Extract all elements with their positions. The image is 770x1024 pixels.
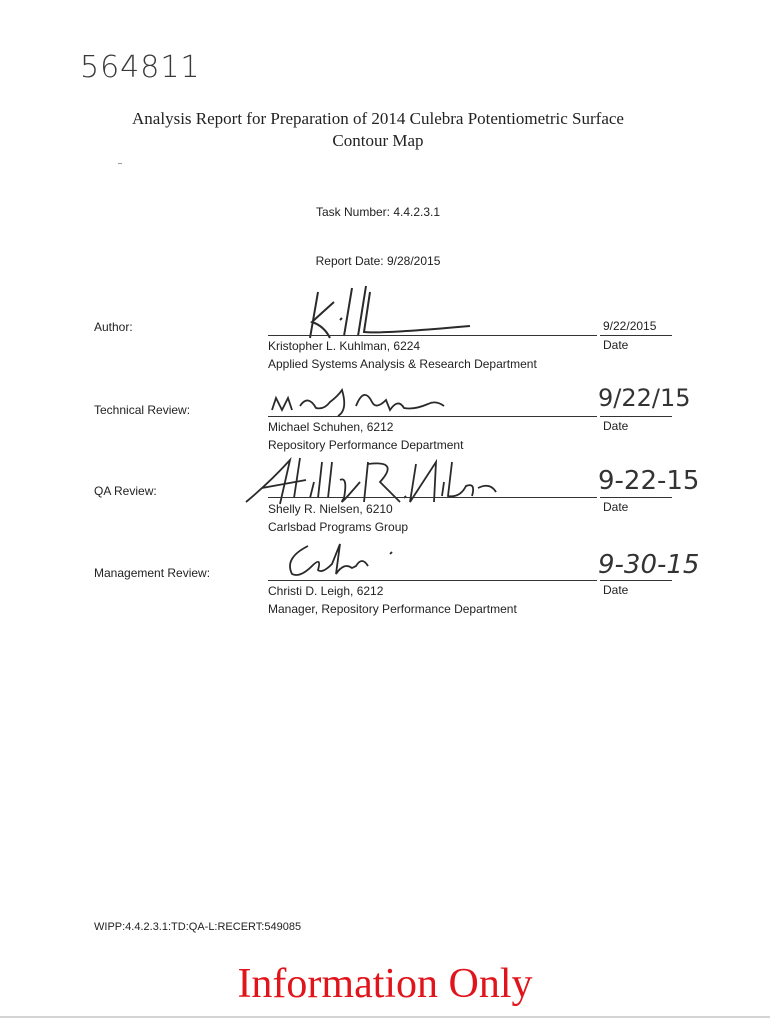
document-identifier: WIPP:4.4.2.3.1:TD:QA-L:RECERT:549085 — [94, 921, 302, 933]
author-date-line — [600, 335, 672, 336]
technical-review-name-block — [268, 418, 463, 454]
information-only-stamp: Information Only — [237, 961, 533, 1007]
qa-review-department: Carlsbad Programs Group — [268, 520, 409, 534]
qa-review-date: 9-22-15 — [598, 466, 700, 496]
author-name-block — [268, 337, 537, 373]
qa-review-date-line — [600, 497, 672, 498]
scan-speck — [118, 163, 122, 164]
qa-review-date-label: Date — [603, 500, 629, 514]
qa-review-signature-line — [268, 497, 597, 498]
author-date: 9/22/2015 — [603, 319, 657, 333]
author-department: Applied Systems Analysis & Research Department — [268, 357, 537, 371]
qa-review-name: Shelly R. Nielsen, 6210 — [268, 502, 393, 516]
technical-review-signature-line — [268, 416, 597, 417]
report-date: Report Date: 9/28/2015 — [315, 254, 441, 268]
management-review-signature — [278, 536, 408, 582]
management-review-date: 9-30-15 — [598, 550, 700, 580]
report-title — [0, 108, 756, 152]
qa-review-role-label: QA Review: — [94, 484, 157, 498]
management-review-department: Manager, Repository Performance Department — [268, 602, 517, 616]
technical-review-date: 9/22/15 — [598, 384, 691, 412]
management-review-name-block — [268, 582, 517, 618]
author-role-label: Author: — [94, 320, 133, 334]
management-review-signature-line — [268, 580, 597, 581]
report-title-line-2: Contour Map — [332, 131, 424, 150]
management-review-date-label: Date — [603, 583, 629, 597]
author-name: Kristopher L. Kuhlman, 6224 — [268, 339, 421, 353]
technical-review-department: Repository Performance Department — [268, 438, 464, 452]
author-signature — [300, 282, 480, 342]
qa-review-name-block — [268, 500, 408, 536]
author-signature-line — [268, 335, 597, 336]
author-date-label: Date — [603, 338, 629, 352]
technical-review-signature — [268, 380, 458, 420]
technical-review-date-line — [600, 416, 672, 417]
technical-review-role-label: Technical Review: — [94, 403, 191, 417]
report-title-line-1: Analysis Report for Preparation of 2014 Culebra Potentiometric Surface — [132, 109, 624, 128]
management-review-name: Christi D. Leigh, 6212 — [268, 584, 384, 598]
management-review-role-label: Management Review: — [94, 566, 211, 580]
technical-review-name: Michael Schuhen, 6212 — [268, 420, 394, 434]
page-bottom-rule — [0, 1016, 770, 1018]
technical-review-date-label: Date — [603, 419, 629, 433]
document-number: 564811 — [80, 50, 201, 85]
management-review-date-line — [600, 580, 672, 581]
task-number: Task Number: 4.4.2.3.1 — [315, 205, 441, 219]
